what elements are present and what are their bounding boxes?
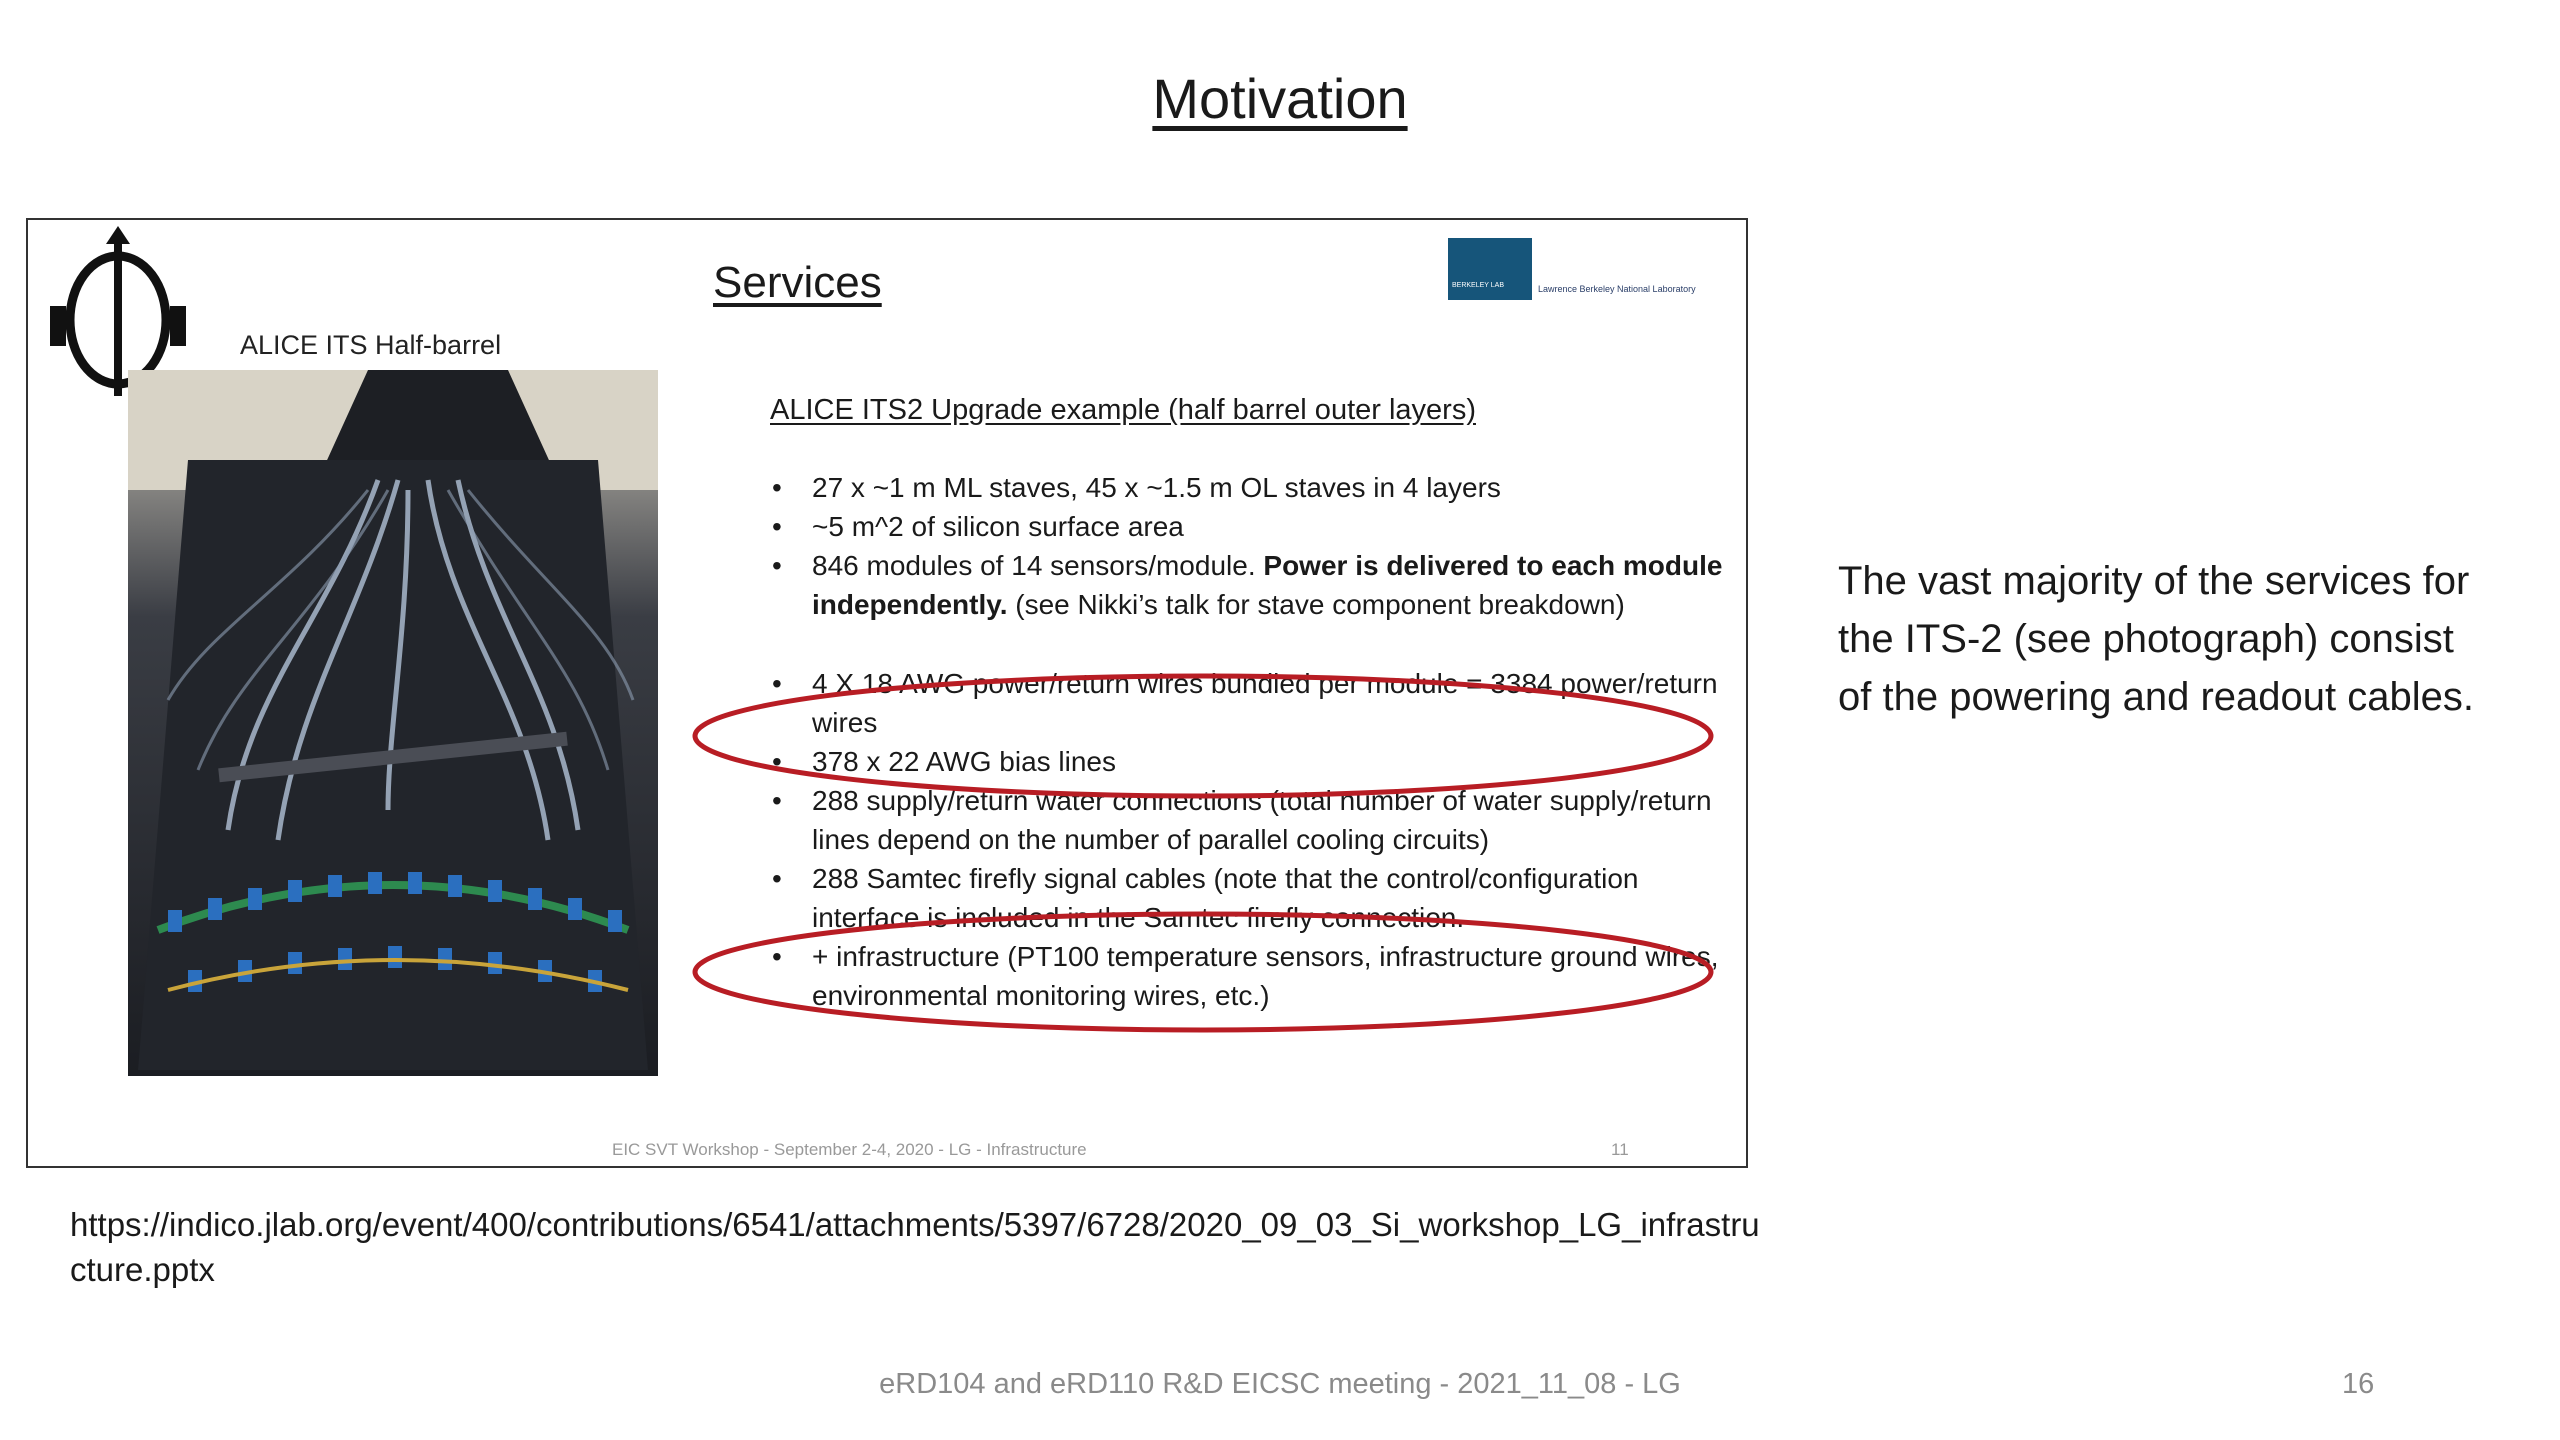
slide-footer: eRD104 and eRD110 R&D EICSC meeting - 2021_11_08 - LG — [879, 1368, 1681, 1400]
services-bullet-list — [770, 468, 1730, 1015]
embedded-slide-title: Services — [713, 258, 882, 307]
berkeley-lab-short: BERKELEY LAB — [1452, 282, 1505, 289]
bullet-item: • + infrastructure (PT100 temperature sensors, infrastructure ground wires, environmental monitoring wires, etc.) — [770, 937, 1730, 1015]
embedded-slide-page-number: 11 — [1611, 1140, 1629, 1159]
embedded-subheading: ALICE ITS2 Upgrade example (half barrel outer layers) — [770, 394, 1476, 426]
slide-page-number: 16 — [2342, 1368, 2375, 1400]
bullet-item: • 846 modules of 14 sensors/module. Power is delivered to each module independently. (see Nikki’s talk for stave component breakdown) — [770, 546, 1730, 624]
slide-title: Motivation — [1152, 67, 1408, 130]
side-note: The vast majority of the services for the ITS-2 (see photograph) consist of the powering and readout cables. — [1838, 559, 2474, 719]
bullet-item: • 378 x 22 AWG bias lines — [770, 742, 1730, 781]
bullet-item: • ~5 m^2 of silicon surface area — [770, 507, 1730, 546]
half-barrel-photo — [128, 370, 658, 1076]
bold-phrase: Power is delivered to each module independently. — [812, 550, 1723, 620]
embedded-slide — [26, 218, 1748, 1168]
bullet-item: • 27 x ~1 m ML staves, 45 x ~1.5 m OL staves in 4 layers — [770, 468, 1730, 507]
photo-caption: ALICE ITS Half-barrel — [240, 330, 502, 360]
berkeley-lab-name: Lawrence Berkeley National Laboratory — [1538, 284, 1696, 294]
bullet-item-power-wires: • 4 X 18 AWG power/return wires bundled per module = 3384 power/return wires — [770, 664, 1730, 742]
bullet-item-signal-cables: • 288 Samtec firefly signal cables (note that the control/configuration interface is included in the Samtec firefly connection. — [770, 859, 1730, 937]
berkeley-lab-logo — [1448, 238, 1748, 308]
berkeley-lab-mark-icon — [1448, 238, 1532, 300]
embedded-slide-footer: EIC SVT Workshop - September 2-4, 2020 - LG - Infrastructure — [612, 1140, 1087, 1159]
reference-url: https://indico.jlab.org/event/400/contributions/6541/attachments/5397/6728/2020_09_03_Si_workshop_LG_infrastructure.pptx — [70, 1206, 1760, 1288]
bullet-item: • 288 supply/return water connections (total number of water supply/return lines depend on the number of parallel cooling circuits) — [770, 781, 1730, 859]
